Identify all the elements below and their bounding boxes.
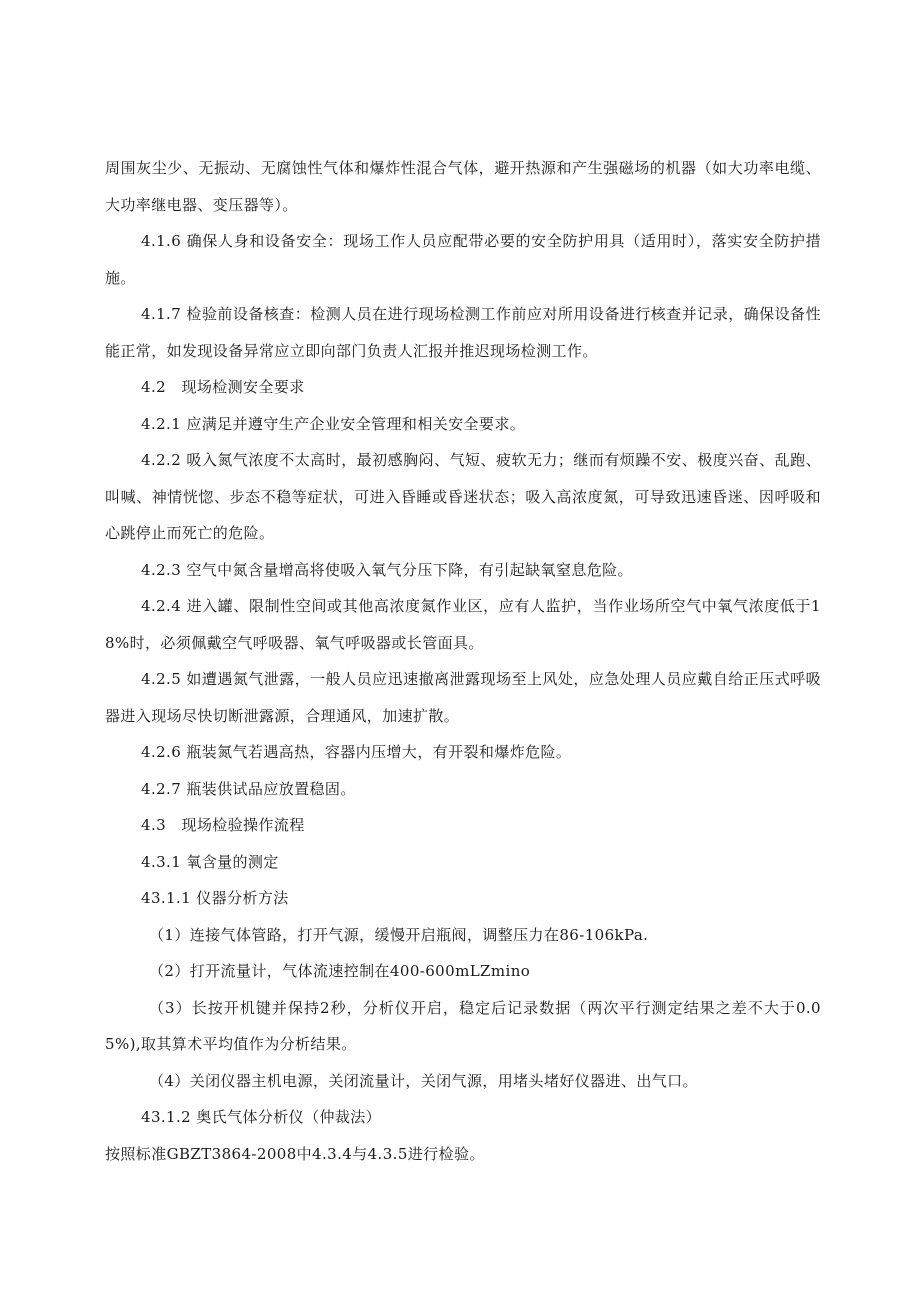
- list-item-step-2: （2）打开流量计，气体流速控制在400-600mLZmino: [149, 962, 531, 980]
- list-item-step-4: （4）关闭仪器主机电源，关闭流量计，关闭气源，用堵头堵好仪器进、出气口。: [149, 1071, 698, 1090]
- paragraph-4-1-7: 4.1.7 检验前设备核查：检测人员在进行现场检测工作前应对所用设备进行核查并记录，确保设备性能正常，如发现设备异常应立即向部门负责人汇报并推迟现场检测工作。: [105, 305, 821, 360]
- paragraph-4-2-7: 4.2.7 瓶装供试品应放置稳固。: [141, 779, 356, 798]
- document-body: [105, 150, 821, 1172]
- paragraph-4-2-1: 4.2.1 应满足并遵守生产企业安全管理和相关安全要求。: [141, 414, 526, 433]
- paragraph-4-2-4: 4.2.4 进入罐、限制性空间或其他高浓度氮作业区，应有人监护，当作业场所空气中氧气浓度低于18%时，必须佩戴空气呼吸器、氧气呼吸器或长管面具。: [105, 597, 821, 652]
- paragraph-4-2-5: 4.2.5 如遭遇氮气泄露，一般人员应迅速撤离泄露现场至上风处，应急处理人员应戴自给正压式呼吸器进入现场尽快切断泄露源，合理通风，加速扩散。: [105, 670, 821, 725]
- list-item-step-3: （3）长按开机键并保持2秒，分析仪开启，稳定后记录数据（两次平行测定结果之差不大于0.05%),取其算术平均值作为分析结果。: [105, 998, 821, 1053]
- section-heading-4-3: 4.3 现场检验操作流程: [141, 816, 305, 834]
- subsection-heading-43-1-1: 43.1.1 仪器分析方法: [141, 889, 289, 907]
- list-item-step-1: （1）连接气体管路，打开气源，缓慢开启瓶阀，调整压力在86-106kPa.: [149, 925, 649, 944]
- paragraph-environment-conditions: 周围灰尘少、无振动、无腐蚀性气体和爆炸性混合气体，避开热源和产生强磁场的机器（如大功率电缆、大功率继电器、变压器等）。: [105, 159, 821, 214]
- paragraph-4-2-2: 4.2.2 吸入氮气浓度不太高时，最初感胸闷、气短、疲软无力；继而有烦躁不安、极度兴奋、乱跑、叫喊、神情恍惚、步态不稳等症状，可进入昏睡或昏迷状态；吸入高浓度氮，可导致迅速昏迷、因呼吸和心跳停止而死亡的危险。: [105, 451, 821, 542]
- paragraph-4-2-6: 4.2.6 瓶装氮气若遇高热，容器内压增大，有开裂和爆炸危险。: [141, 743, 572, 761]
- paragraph-standard-reference: 按照标准GBZT3864-2008中4.3.4与4.3.5进行检验。: [105, 1144, 485, 1163]
- paragraph-4-1-6: 4.1.6 确保人身和设备安全：现场工作人员应配带必要的安全防护用具（适用时），落实安全防护措施。: [105, 232, 821, 287]
- section-heading-4-2: 4.2 现场检测安全要求: [141, 378, 305, 396]
- subsection-heading-43-1-2: 43.1.2 奥氏气体分析仪（仲裁法）: [141, 1108, 382, 1126]
- subsection-heading-4-3-1: 4.3.1 氧含量的测定: [141, 852, 279, 871]
- paragraph-4-2-3: 4.2.3 空气中氮含量增高将使吸入氧气分压下降，有引起缺氧窒息危险。: [141, 560, 633, 579]
